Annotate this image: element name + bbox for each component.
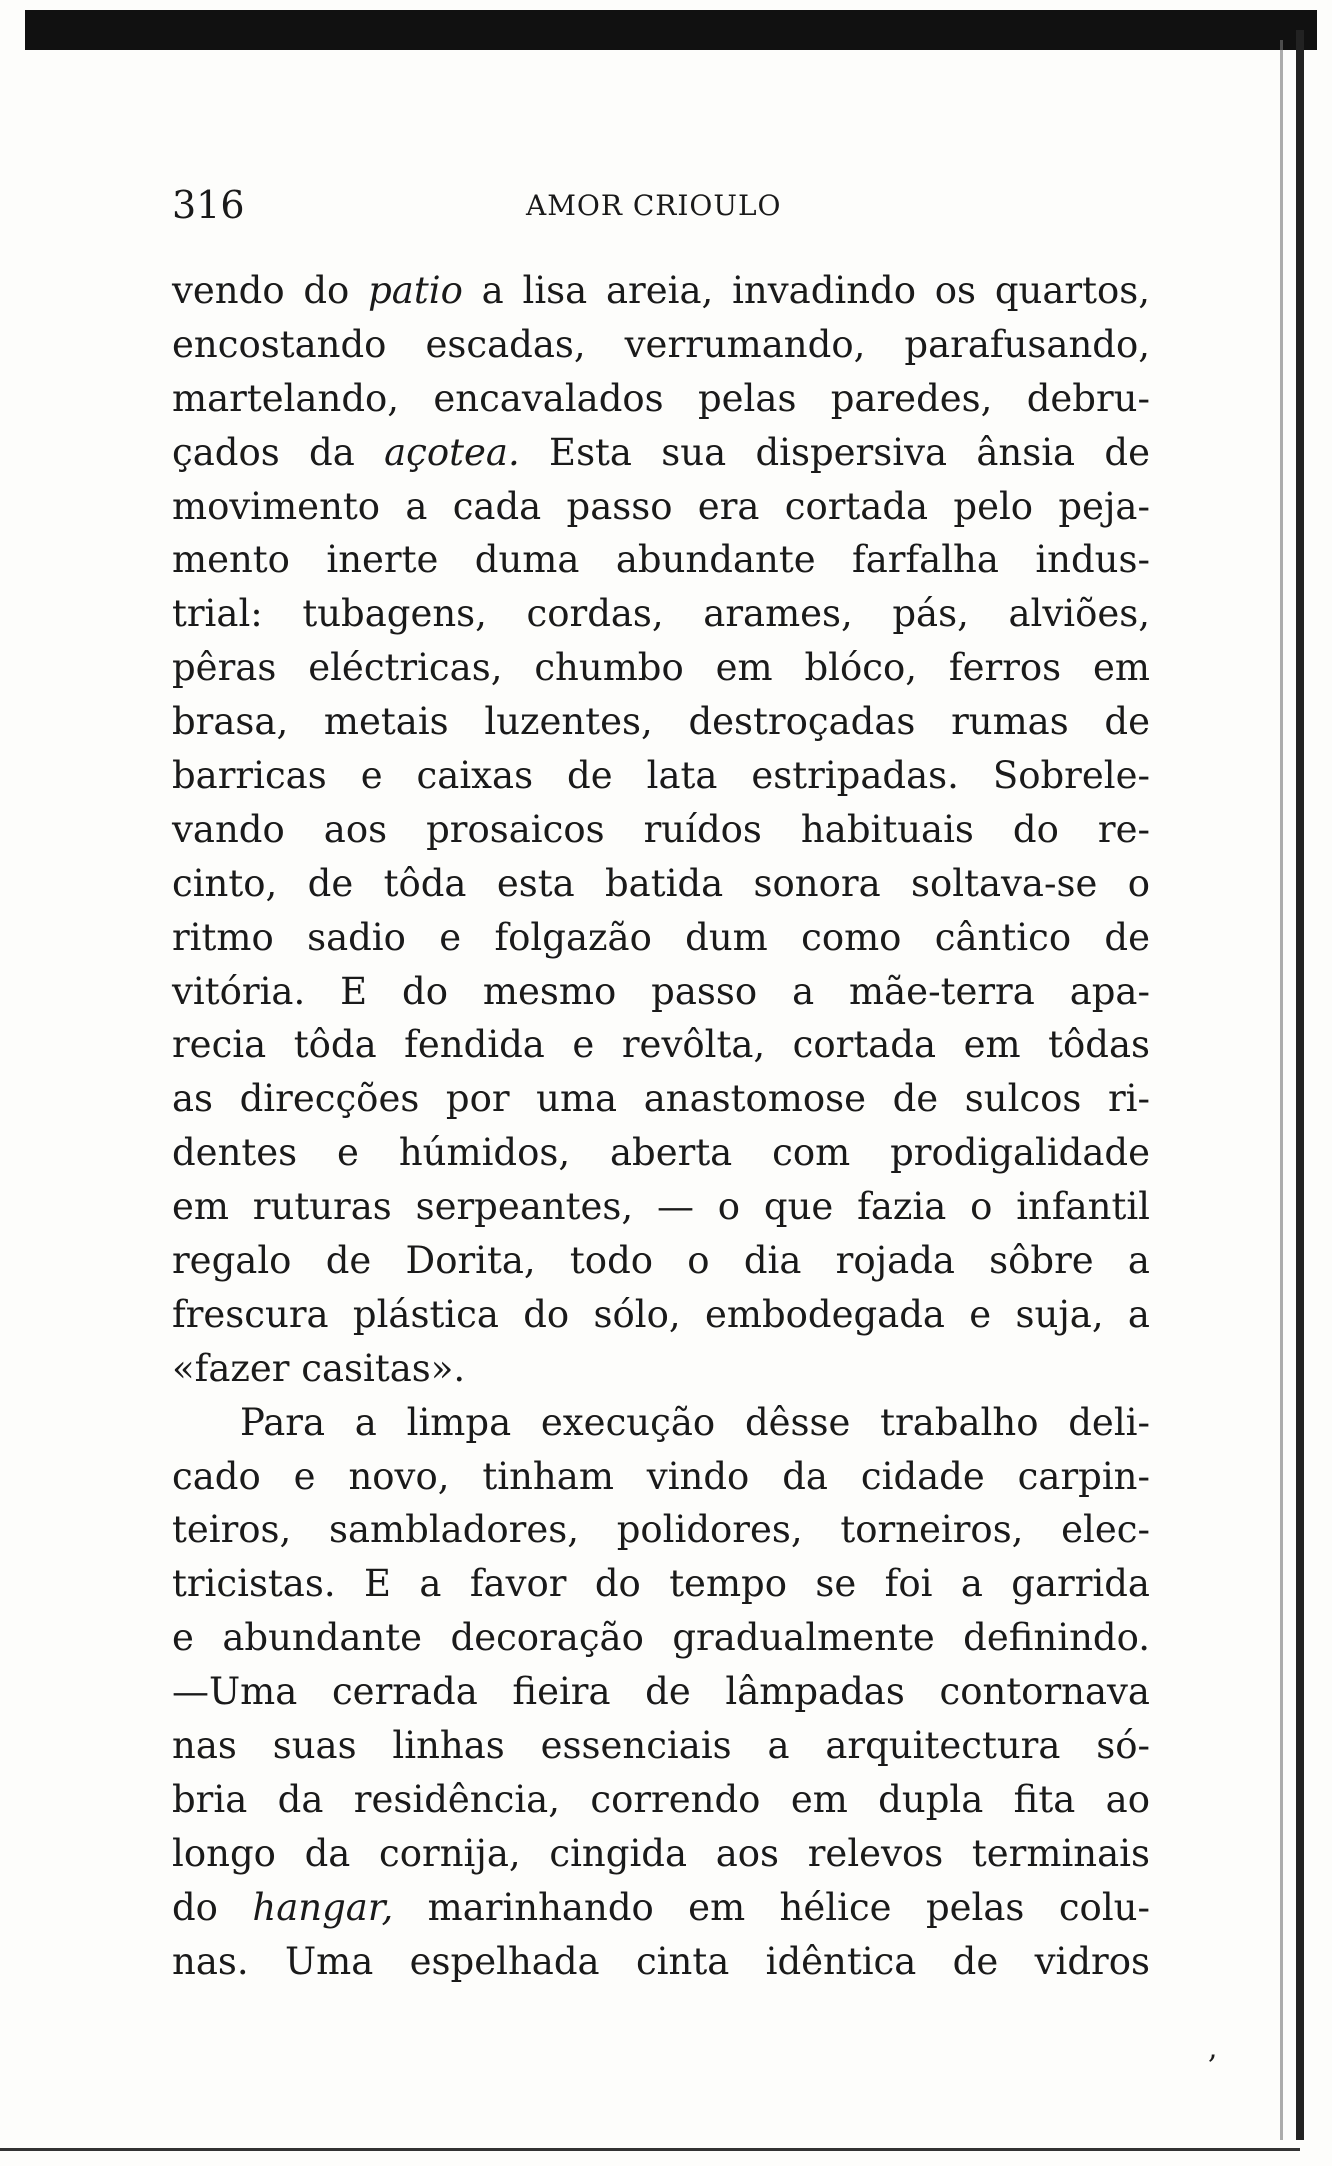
text-line: [172, 641, 1150, 695]
text-line: [172, 749, 1150, 803]
line-text: vitória. E do mesmo passo a mãe-terra apa-: [172, 969, 1150, 1013]
text-line: [172, 1827, 1150, 1881]
page-number: 316: [172, 183, 245, 227]
line-text: cinto, de tôda esta batida sonora soltava-se o: [172, 861, 1150, 905]
text-line: [172, 1396, 1150, 1450]
text-line: [172, 911, 1150, 965]
italic-word: hangar,: [252, 1885, 394, 1929]
line-text: a lisa areia, invadindo os quartos,: [462, 269, 1150, 312]
text-line: [172, 1126, 1150, 1180]
text-line: [172, 1881, 1150, 1935]
text-line: [172, 318, 1150, 372]
italic-word: açotea.: [384, 430, 520, 474]
text-line: [172, 1935, 1150, 1989]
text-line: [172, 587, 1150, 641]
line-text: do: [172, 1885, 253, 1929]
line-text: çados da: [172, 430, 385, 474]
text-line: [172, 1342, 1150, 1396]
scan-top-border: [25, 10, 1317, 50]
line-text: bria da residência, correndo em dupla fita ao: [172, 1777, 1150, 1821]
text-line: [172, 1503, 1150, 1557]
line-text: e abundante decoração gradualmente definindo.: [172, 1616, 1150, 1660]
line-text: frescura plástica do sólo, embodegada e suja, a: [172, 1292, 1150, 1336]
margin-mark: ,: [1208, 2031, 1218, 2066]
text-line: [172, 1773, 1150, 1827]
line-text: vendo do: [172, 269, 369, 312]
text-line: [172, 1234, 1150, 1288]
line-text: encostando escadas, verrumando, parafusando,: [172, 322, 1150, 366]
text-line: [172, 1611, 1150, 1665]
line-text: pêras eléctricas, chumbo em blóco, ferros em: [172, 646, 1150, 690]
text-line: [172, 372, 1150, 426]
italic-word: patio: [368, 269, 463, 312]
line-text: cado e novo, tinham vindo da cidade carpin-: [172, 1454, 1150, 1498]
line-text: Para a limpa execução dêsse trabalho deli-: [240, 1400, 1150, 1444]
text-line: [172, 1072, 1150, 1126]
line-text: dentes e húmidos, aberta com prodigalidade: [172, 1131, 1150, 1175]
line-text: trial: tubagens, cordas, arames, pás, alviões,: [172, 592, 1150, 636]
line-text: barricas e caixas de lata estripadas. Sobrele-: [172, 754, 1150, 798]
line-text: em ruturas serpeantes, — o que fazia o infantil: [172, 1185, 1150, 1229]
line-text: —Uma cerrada fieira de lâmpadas contornava: [172, 1670, 1150, 1714]
line-text: brasa, metais luzentes, destroçadas rumas de: [172, 700, 1150, 744]
text-line: [172, 965, 1150, 1019]
text-line: [172, 480, 1150, 534]
body-text: [172, 264, 1150, 1989]
line-text: mento inerte duma abundante farfalha indus-: [172, 538, 1150, 582]
scan-right-shadow: [1280, 40, 1283, 2140]
line-text: nas. Uma espelhada cinta idêntica de vidros: [172, 1939, 1150, 1983]
text-line: [172, 1665, 1150, 1719]
text-line: [172, 1180, 1150, 1234]
line-text: martelando, encavalados pelas paredes, debru-: [172, 376, 1150, 420]
text-line: [172, 1719, 1150, 1773]
line-text: «fazer casitas».: [172, 1346, 466, 1390]
line-text: movimento a cada passo era cortada pelo peja-: [172, 484, 1150, 528]
line-text: as direcções por uma anastomose de sulcos ri-: [172, 1077, 1150, 1121]
line-text: regalo de Dorita, todo o dia rojada sôbre a: [172, 1239, 1150, 1283]
text-line: [172, 1450, 1150, 1504]
line-text: ritmo sadio e folgazão dum como cântico de: [172, 915, 1150, 959]
text-line: [172, 857, 1150, 911]
text-line: [172, 695, 1150, 749]
line-text: teiros, sambladores, polidores, torneiros, elec-: [172, 1508, 1150, 1552]
line-text: longo da cornija, cingida aos relevos terminais: [172, 1831, 1150, 1875]
line-text: nas suas linhas essenciais a arquitectura só-: [172, 1724, 1150, 1768]
scan-right-edge: [1296, 30, 1304, 2140]
line-text: recia tôda fendida e revôlta, cortada em tôdas: [172, 1023, 1150, 1067]
running-title: AMOR CRIOULO: [526, 189, 782, 222]
text-line: [172, 533, 1150, 587]
page-header: [172, 180, 1152, 230]
text-line: [172, 1288, 1150, 1342]
text-line: [172, 426, 1150, 480]
line-text: marinhando em hélice pelas colu-: [393, 1885, 1150, 1929]
text-line: [172, 1557, 1150, 1611]
line-text: vando aos prosaicos ruídos habituais do re-: [172, 807, 1150, 851]
text-line: [172, 264, 1150, 318]
scan-bottom-edge: [0, 2148, 1300, 2151]
line-text: tricistas. E a favor do tempo se foi a garrida: [172, 1562, 1150, 1606]
line-text: Esta sua dispersiva ânsia de: [519, 430, 1150, 474]
text-line: [172, 803, 1150, 857]
text-line: [172, 1018, 1150, 1072]
